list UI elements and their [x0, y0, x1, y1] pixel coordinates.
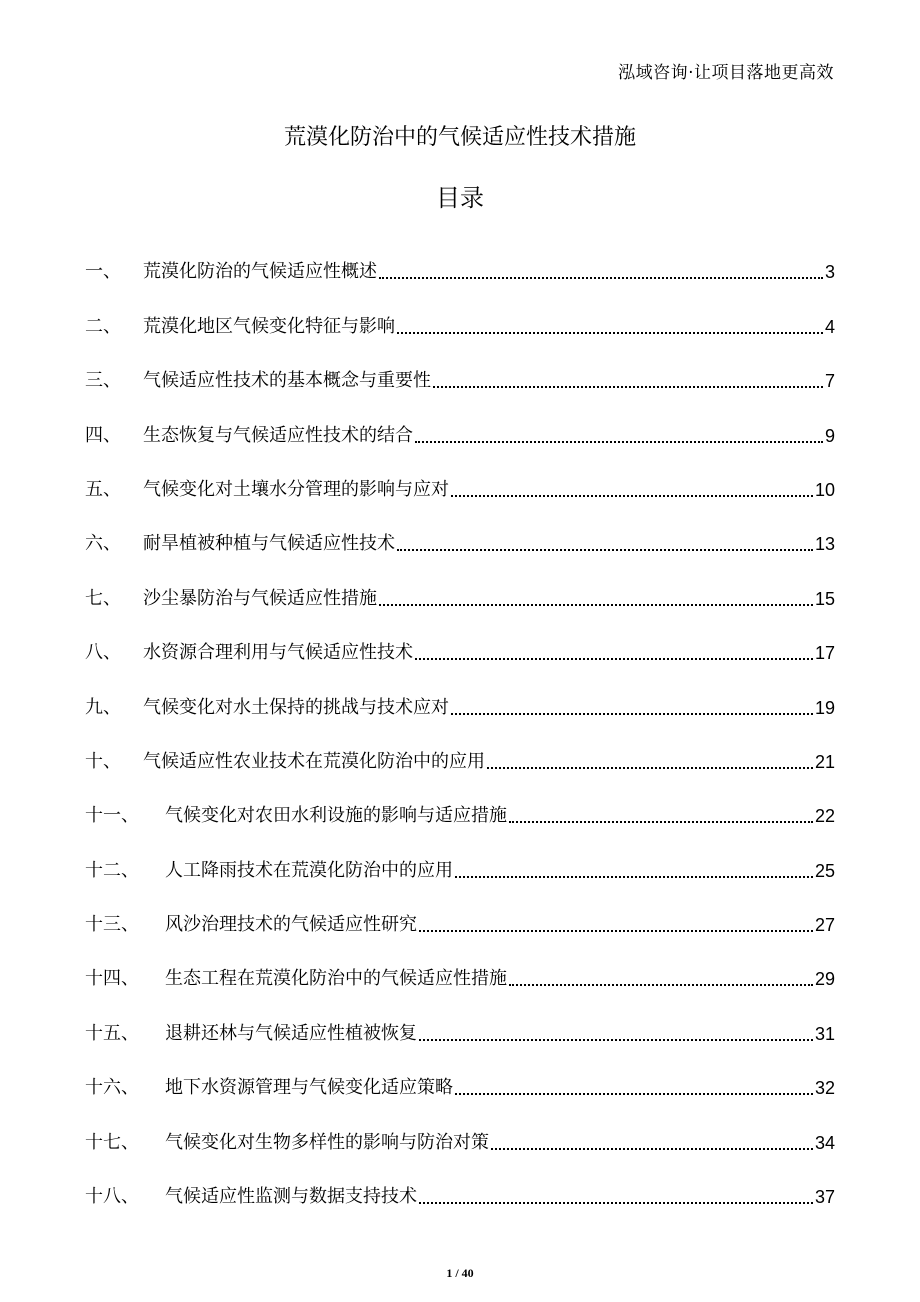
- toc-dot-leader: [451, 713, 813, 715]
- toc-dot-leader: [397, 332, 823, 334]
- toc-entry-number: 三、: [85, 370, 121, 392]
- toc-dot-leader: [379, 604, 813, 606]
- toc-entry-page: 17: [814, 643, 835, 664]
- toc-dot-leader: [415, 441, 823, 443]
- toc-dot-leader: [419, 930, 813, 932]
- toc-entry[interactable]: [85, 721, 835, 775]
- toc-entry-number: 十七、: [85, 1131, 139, 1153]
- toc-dot-leader: [509, 984, 813, 986]
- toc-entry[interactable]: [85, 775, 835, 829]
- toc-entry-title: 荒漠化防治的气候适应性概述: [143, 261, 377, 283]
- toc-entry-title: 人工降雨技术在荒漠化防治中的应用: [165, 859, 453, 881]
- toc-dot-leader: [491, 1148, 813, 1150]
- toc-entry-number: 八、: [85, 642, 121, 664]
- toc-dot-leader: [433, 386, 823, 388]
- toc-entry-page: 15: [814, 588, 835, 609]
- toc-entry-title: 沙尘暴防治与气候适应性措施: [143, 587, 377, 609]
- toc-entry[interactable]: [85, 829, 835, 883]
- toc-entry-number: 一、: [85, 261, 121, 283]
- toc-entry-page: 25: [814, 860, 835, 881]
- toc-entry-page: 34: [814, 1132, 835, 1153]
- toc-entry-page: 37: [814, 1187, 835, 1208]
- toc-entry-page: 13: [814, 534, 835, 555]
- toc-entry-number: 七、: [85, 587, 121, 609]
- page-indicator: 1 / 40: [446, 1266, 474, 1280]
- toc-entry-page: 3: [824, 262, 835, 283]
- toc-entry-page: 27: [814, 915, 835, 936]
- toc-entry-page: 32: [814, 1078, 835, 1099]
- toc-entry[interactable]: [85, 938, 835, 992]
- toc-dot-leader: [419, 1039, 813, 1041]
- toc-entry-number: 四、: [85, 424, 121, 446]
- toc-dot-leader: [455, 876, 813, 878]
- toc-entry[interactable]: [85, 992, 835, 1046]
- toc-entry[interactable]: [85, 612, 835, 666]
- toc-entry[interactable]: [85, 1101, 835, 1155]
- toc-entry[interactable]: [85, 666, 835, 720]
- toc-dot-leader: [415, 658, 813, 660]
- toc-entry-number: 十六、: [85, 1077, 139, 1099]
- toc-dot-leader: [509, 821, 813, 823]
- toc-entry-title: 气候变化对土壤水分管理的影响与应对: [143, 478, 449, 500]
- toc-entry[interactable]: [85, 1156, 835, 1210]
- toc-dot-leader: [419, 1202, 813, 1204]
- toc-entry-title: 气候适应性农业技术在荒漠化防治中的应用: [143, 750, 485, 772]
- toc-entry-page: 7: [824, 371, 835, 392]
- toc-entry[interactable]: [85, 449, 835, 503]
- toc-entry-number: 二、: [85, 315, 121, 337]
- toc-dot-leader: [379, 277, 823, 279]
- toc-entry-title: 水资源合理利用与气候适应性技术: [143, 642, 413, 664]
- toc-entry-number: 十、: [85, 750, 121, 772]
- toc-entry-page: 31: [814, 1023, 835, 1044]
- toc-entry-number: 十五、: [85, 1022, 139, 1044]
- toc-entry-title: 气候变化对水土保持的挑战与技术应对: [143, 696, 449, 718]
- toc-dot-leader: [397, 549, 813, 551]
- toc-entry-page: 10: [814, 479, 835, 500]
- toc-entry-number: 六、: [85, 533, 121, 555]
- toc-dot-leader: [455, 1093, 813, 1095]
- toc-entry-title: 气候变化对生物多样性的影响与防治对策: [165, 1131, 489, 1153]
- toc-entry-title: 气候适应性监测与数据支持技术: [165, 1186, 417, 1208]
- toc-entry-page: 21: [814, 751, 835, 772]
- toc-entry-page: 29: [814, 969, 835, 990]
- toc-entry-number: 十八、: [85, 1186, 139, 1208]
- toc-entry-page: 9: [824, 425, 835, 446]
- toc-entry-number: 十三、: [85, 914, 139, 936]
- document-title: 荒漠化防治中的气候适应性技术措施: [283, 125, 636, 150]
- toc-entry-number: 十四、: [85, 968, 139, 990]
- toc-entry-title: 气候适应性技术的基本概念与重要性: [143, 370, 431, 392]
- toc-entry[interactable]: [85, 884, 835, 938]
- toc-entry[interactable]: [85, 231, 835, 285]
- toc-entry-page: 4: [824, 316, 835, 337]
- toc-entry-number: 五、: [85, 478, 121, 500]
- toc-entry-title: 地下水资源管理与气候变化适应策略: [165, 1077, 453, 1099]
- toc-entry[interactable]: [85, 1047, 835, 1101]
- toc-entry-number: 十一、: [85, 805, 139, 827]
- toc-entry-page: 19: [814, 697, 835, 718]
- toc-entry[interactable]: [85, 285, 835, 339]
- toc-entry-number: 十二、: [85, 859, 139, 881]
- toc-entry-number: 九、: [85, 696, 121, 718]
- toc-entry[interactable]: [85, 557, 835, 611]
- toc-entry-title: 气候变化对农田水利设施的影响与适应措施: [165, 805, 507, 827]
- toc-entry-page: 22: [814, 806, 835, 827]
- toc-entry[interactable]: [85, 340, 835, 394]
- toc-dot-leader: [487, 767, 813, 769]
- toc-entry[interactable]: [85, 503, 835, 557]
- toc-entry-title: 退耕还林与气候适应性植被恢复: [165, 1022, 417, 1044]
- toc-heading: 目录: [436, 184, 484, 212]
- header-brand: 泓域咨询·让项目落地更高效: [618, 63, 834, 83]
- toc-entry-title: 生态恢复与气候适应性技术的结合: [143, 424, 413, 446]
- toc-entry-title: 耐旱植被种植与气候适应性技术: [143, 533, 395, 555]
- toc-dot-leader: [451, 495, 813, 497]
- toc-entry[interactable]: [85, 394, 835, 448]
- table-of-contents: [85, 231, 835, 1210]
- toc-entry-title: 生态工程在荒漠化防治中的气候适应性措施: [165, 968, 507, 990]
- toc-entry-title: 风沙治理技术的气候适应性研究: [165, 914, 417, 936]
- toc-entry-title: 荒漠化地区气候变化特征与影响: [143, 315, 395, 337]
